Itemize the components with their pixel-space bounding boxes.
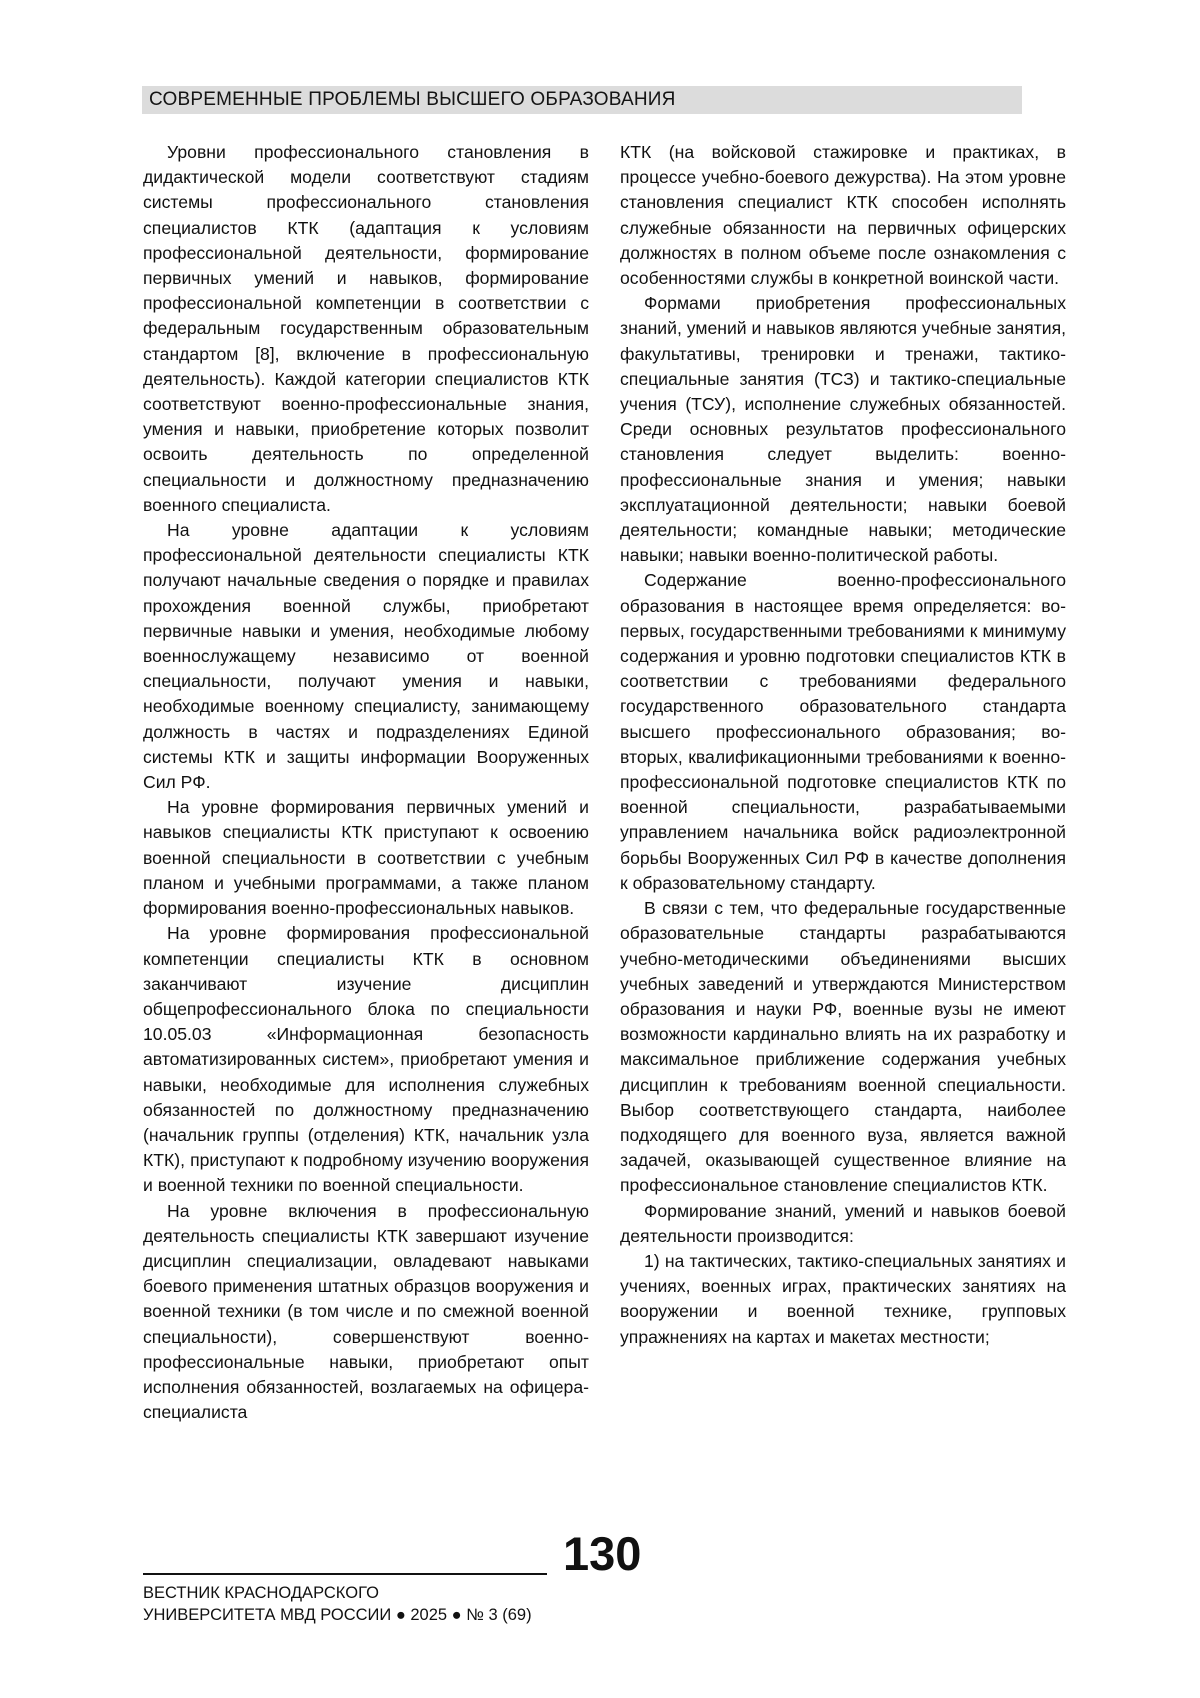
- paragraph: На уровне включения в профессиональную деятельность специалисты КТК завершают изучение дисциплин специализации, овладевают навыками боевого применения штатных образцов вооружения и военной техники (в том числе и по смежной военной специальности), совершенствуют военно-профессиональные навыки, приобретают опыт исполнения обязанностей, возлагаемых на офицера-специалиста: [143, 1200, 589, 1423]
- right-column: [620, 140, 1066, 1350]
- page-number: 130: [563, 1527, 642, 1580]
- journal-title: [143, 1582, 532, 1626]
- paragraph: Формирование знаний, умений и навыков боевой деятельности производится:: [620, 1200, 1066, 1246]
- journal-title-line2: УНИВЕРСИТЕТА МВД РОССИИ ● 2025 ● № 3 (69): [143, 1606, 532, 1624]
- paragraph: На уровне формирования первичных умений и навыков специалисты КТК приступают к освоению военной специальности в соответствии с учебным планом и учебными программами, а также планом формирования военно-профессиональных навыков.: [143, 797, 589, 919]
- journal-title-line1: ВЕСТНИК КРАСНОДАРСКОГО: [143, 1584, 379, 1602]
- paragraph: В связи с тем, что федеральные государственные образовательные стандарты разрабатываются учебно-методическими объединениями высших учебных заведений и утверждаются Министерством образования и науки РФ, военные вузы не имеют возможности кардинально влиять на их разработку и максимальное приближение содержания учебных дисциплин к требованиям военной специальности. Выбор соответствующего стандарта, наиболее подходящего для военного вуза, является важной задачей, оказывающей существенное влияние на профессиональное становление специалистов КТК.: [620, 898, 1066, 1196]
- paragraph: Уровни профессионального становления в дидактической модели соответствуют стадиям системы профессионального становления специалистов КТК (адаптация к условиям профессиональной деятельности, формирование первичных умений и навыков, формирование профессиональной компетенции в соответствии с федеральным государственным образовательным стандартом [8], включение в профессиональную деятельность). Каждой категории специалистов КТК соответствуют военно-профессиональные знания, умения и навыки, приобретение которых позволит освоить деятельность по определенной специальности и должностному предназначению военного специалиста.: [143, 142, 589, 515]
- footer-divider: [143, 1573, 547, 1575]
- section-header-title: СОВРЕМЕННЫЕ ПРОБЛЕМЫ ВЫСШЕГО ОБРАЗОВАНИЯ: [149, 89, 676, 110]
- left-column: [143, 140, 589, 1425]
- paragraph-continued: КТК (на войсковой стажировке и практиках, в процессе учебно-боевого дежурства). На этом уровне становления специалист КТК способен исполнять служебные обязанности на первичных офицерских должностях в полном объеме после ознакомления с особенностями службы в конкретной воинской части.: [620, 142, 1066, 289]
- paragraph: Формами приобретения профессиональных знаний, умений и навыков являются учебные занятия, факультативы, тренировки и тренажи, тактико-специальные занятия (ТСЗ) и тактико-специальные учения (ТСУ), исполнение служебных обязанностей. Среди основных результатов профессионального становления следует выделить: военно-профессиональные знания и умения; навыки эксплуатационной деятельности; навыки боевой деятельности; командные навыки; методические навыки; навыки военно-политической работы.: [620, 293, 1066, 566]
- paragraph: 1) на тактических, тактико-специальных занятиях и учениях, военных играх, практических занятиях на вооружении и военной технике, групповых упражнениях на картах и макетах местности;: [620, 1250, 1066, 1347]
- paragraph: Содержание военно-профессионального образования в настоящее время определяется: во-первых, государственными требованиями к минимуму содержания и уровню подготовки специалистов КТК в соответствии с требованиями федерального государственного образовательного стандарта высшего профессионального образования; во-вторых, квалификационными требованиями к военно-профессиональной подготовке специалистов КТК по военной специальности, разрабатываемыми управлением начальника войск радиоэлектронной борьбы Вооруженных Сил РФ в качестве дополнения к образовательному стандарту.: [620, 570, 1066, 893]
- paragraph: На уровне адаптации к условиям профессиональной деятельности специалисты КТК получают начальные сведения о порядке и правилах прохождения военной службы, приобретают первичные навыки и умения, необходимые любому военнослужащему независимо от военной специальности, получают умения и навыки, необходимые военному специалисту, занимающему должность в частях и подразделениях Единой системы КТК и защиты информации Вооруженных Сил РФ.: [143, 520, 589, 793]
- paragraph: На уровне формирования профессиональной компетенции специалисты КТК в основном заканчивают изучение дисциплин общепрофессионального блока по специальности 10.05.03 «Информационная безопасность автоматизированных систем», приобретают умения и навыки, необходимые для исполнения служебных обязанностей по должностному предназначению (начальник группы (отделения) КТК, начальник узла КТК), приступают к подробному изучению вооружения и военной техники по военной специальности.: [143, 923, 589, 1196]
- section-header: [142, 86, 1022, 114]
